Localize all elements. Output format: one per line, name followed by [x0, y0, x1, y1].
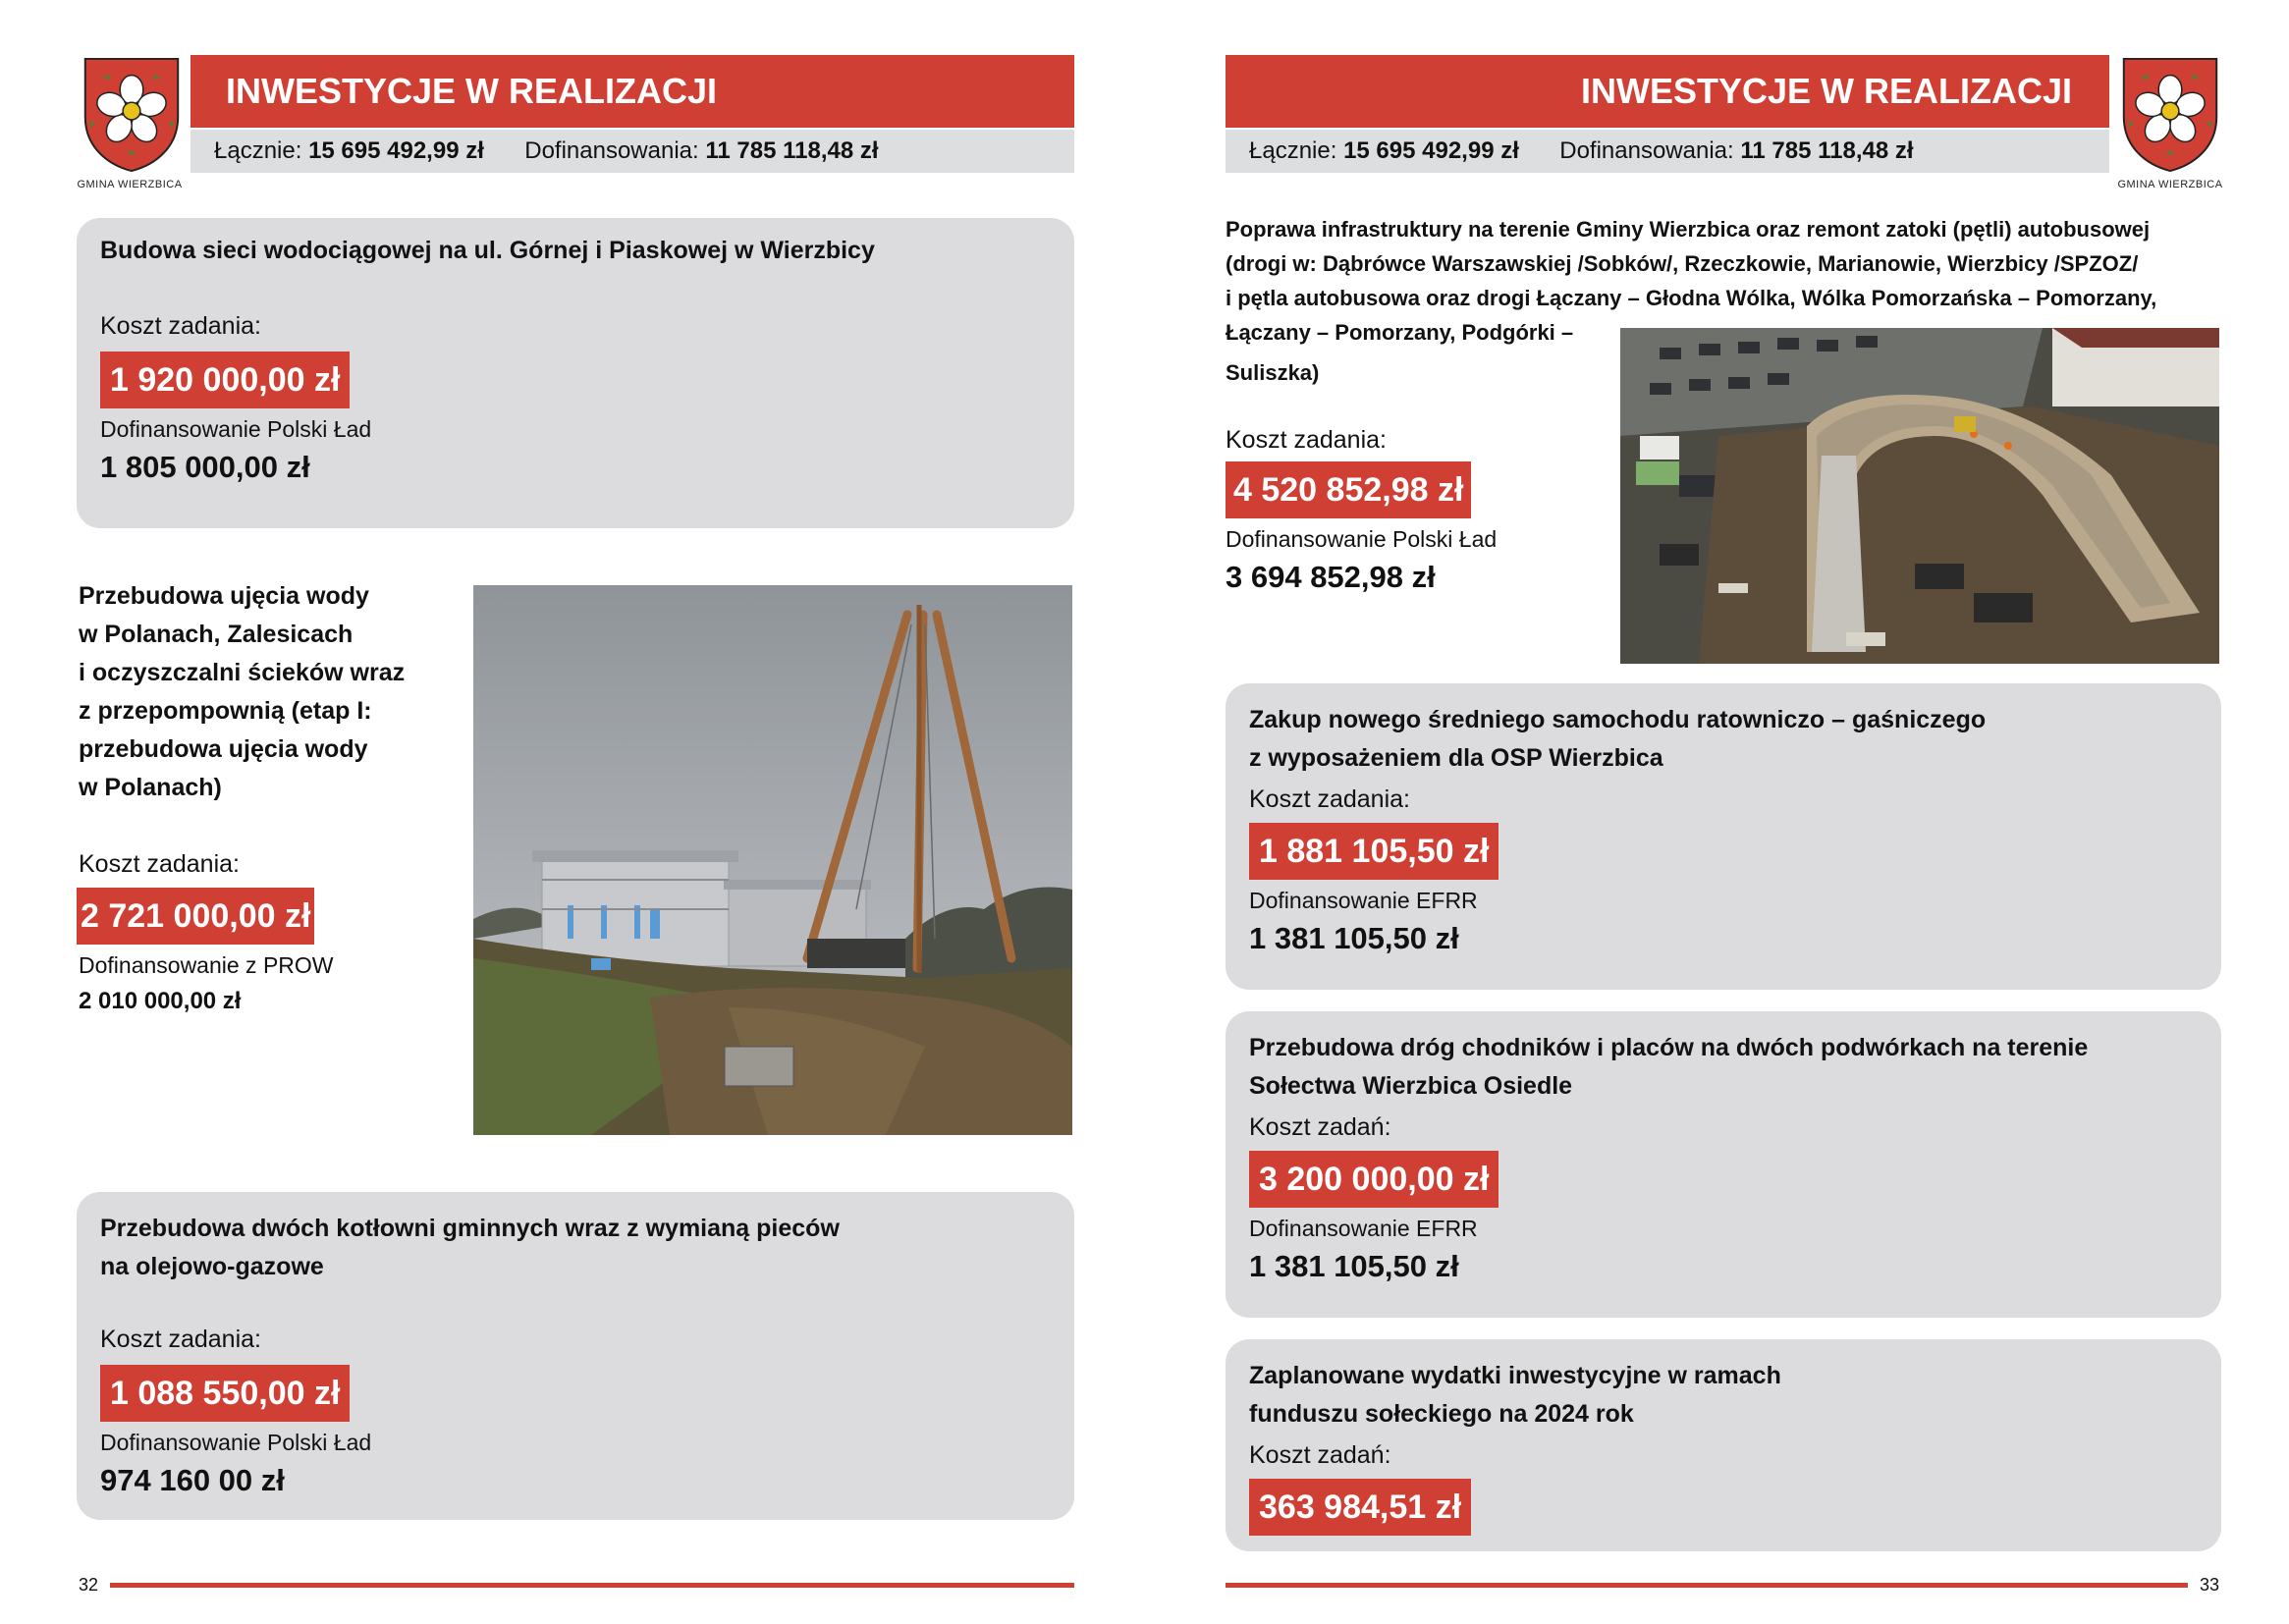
page-title: INWESTYCJE W REALIZACJI [1226, 55, 2109, 128]
crest-caption: GMINA WIERZBICA [2117, 179, 2223, 190]
gmina-crest-icon [2119, 55, 2221, 175]
cost-label: Koszt zadania: [100, 312, 261, 340]
investment-title-line: (drogi w: Dąbrówce Warszawskiej /Sobków/, Rzeczkowie, Marianowie, Wierzbicy /SPZOZ/ [1226, 251, 2139, 276]
cost-label: Koszt zadania: [1226, 426, 1387, 454]
totals-bar: Łącznie: 15 695 492,99 zł Dofinansowania: 11 785 118,48 zł [191, 130, 1074, 173]
page-title: INWESTYCJE W REALIZACJI [191, 55, 1074, 128]
cost-label: Koszt zadań: [1249, 1113, 1391, 1141]
totals-bar: Łącznie: 15 695 492,99 zł Dofinansowania: 11 785 118,48 zł [1226, 130, 2109, 173]
investment-title-line: przebudowa ujęcia wody [79, 735, 368, 763]
cost-value: 4 520 852,98 zł [1226, 461, 1471, 518]
cost-label: Koszt zadań: [1249, 1441, 1391, 1469]
investment-title-line: Przebudowa ujęcia wody [79, 582, 369, 610]
investment-title-line: Zakup nowego średniego samochodu ratowniczo – gaśniczego [1249, 706, 1987, 733]
investment-title: Budowa sieci wodociągowej na ul. Górnej i Piaskowej w Wierzbicy [100, 237, 875, 264]
investment-card [77, 218, 1074, 528]
footer-rule [1226, 1583, 2188, 1588]
investment-title-line: w Polanach) [79, 774, 222, 801]
cost-label: Koszt zadania: [100, 1326, 261, 1353]
gmina-crest-icon [81, 55, 183, 175]
funding-value: 1 381 105,50 zł [1249, 921, 1459, 955]
investment-title-line: z wyposażeniem dla OSP Wierzbica [1249, 744, 1663, 772]
investment-title-line: Poprawa infrastruktury na terenie Gminy Wierzbica oraz remont zatoki (pętli) autobusowej [1226, 217, 2151, 242]
funding-value: 1 805 000,00 zł [100, 450, 310, 484]
investment-title-line: w Polanach, Zalesicach [79, 621, 354, 648]
funding-value: 2 010 000,00 zł [79, 988, 242, 1014]
funding-value: 1 381 105,50 zł [1249, 1249, 1459, 1283]
funding-label: Dofinansowanie Polski Ład [1226, 526, 1498, 552]
cost-label: Koszt zadania: [79, 850, 240, 878]
investment-title-line: i pętla autobusowa oraz drogi Łączany – Głodna Wólka, Wólka Pomorzańska – Pomorzany, [1226, 286, 2157, 310]
funding-value: 3 694 852,98 zł [1226, 560, 1436, 594]
cost-value: 1 920 000,00 zł [100, 352, 350, 408]
investment-title-line: na olejowo-gazowe [100, 1253, 324, 1280]
investment-title-line: z przepompownią (etap I: [79, 697, 372, 725]
investment-card [77, 1192, 1074, 1520]
cost-value: 1 881 105,50 zł [1249, 823, 1499, 880]
funding-label: Dofinansowanie EFRR [1249, 888, 1478, 913]
cost-value: 1 088 550,00 zł [100, 1365, 350, 1422]
page-number: 32 [79, 1575, 99, 1595]
water-intake-photo [473, 585, 1072, 1135]
investment-card [1226, 1011, 2221, 1318]
cost-value: 3 200 000,00 zł [1249, 1151, 1499, 1208]
investment-card [1226, 1339, 2221, 1551]
investment-title-line: Przebudowa dróg chodników i placów na dwóch podwórkach na terenie [1249, 1034, 2089, 1061]
cost-value: 2 721 000,00 zł [77, 888, 314, 945]
investment-title-line: Zaplanowane wydatki inwestycyjne w ramach [1249, 1362, 1781, 1389]
investment-title-line: funduszu sołeckiego na 2024 rok [1249, 1400, 1634, 1428]
investment-title-line: Sołectwa Wierzbica Osiedle [1249, 1072, 1573, 1100]
crest-caption: GMINA WIERZBICA [77, 179, 183, 190]
cost-value: 363 984,51 zł [1249, 1479, 1471, 1536]
funding-label: Dofinansowanie EFRR [1249, 1216, 1478, 1241]
investment-title-line: Przebudowa dwóch kotłowni gminnych wraz z wymianą pieców [100, 1215, 840, 1242]
funding-label: Dofinansowanie Polski Ład [100, 1430, 372, 1455]
investment-title-line: Łączany – Pomorzany, Podgórki – [1226, 320, 1574, 345]
page-number: 33 [2200, 1575, 2220, 1595]
investment-title-line: Suliszka) [1226, 360, 1320, 385]
bus-loop-aerial-photo [1620, 328, 2219, 664]
cost-label: Koszt zadania: [1249, 785, 1410, 813]
footer-rule [110, 1583, 1074, 1588]
funding-label: Dofinansowanie z PROW [79, 952, 334, 978]
investment-title-line: i oczyszczalni ścieków wraz [79, 659, 406, 686]
funding-value: 974 160 00 zł [100, 1463, 285, 1497]
investment-card [1226, 683, 2221, 990]
funding-label: Dofinansowanie Polski Ład [100, 416, 372, 442]
